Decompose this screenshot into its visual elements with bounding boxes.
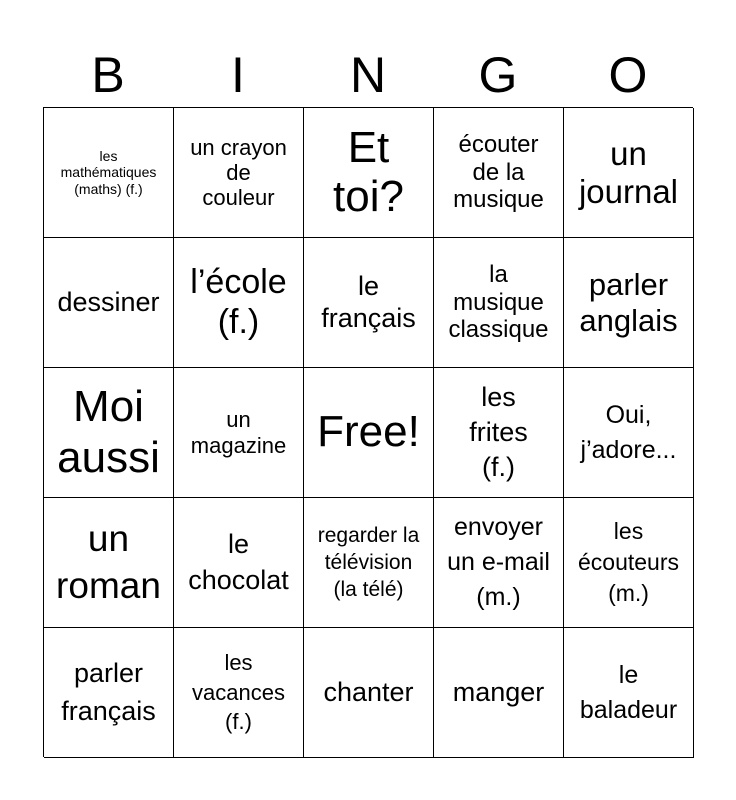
bingo-cell[interactable]: dessiner [44, 238, 174, 368]
bingo-cell[interactable]: parler anglais [564, 238, 694, 368]
bingo-cell[interactable]: parler français [44, 628, 174, 758]
bingo-cell[interactable]: manger [434, 628, 564, 758]
header-letter-g: G [478, 47, 518, 103]
bingo-cell[interactable]: un roman [44, 498, 174, 628]
header-letter-i: I [231, 47, 245, 103]
bingo-cell[interactable]: le français [304, 238, 434, 368]
bingo-cell[interactable]: les mathématiques (maths) (f.) [44, 108, 174, 238]
bingo-cell[interactable]: le chocolat [174, 498, 304, 628]
bingo-cell[interactable]: écouter de la musique [434, 108, 564, 238]
bingo-cell[interactable]: un magazine [174, 368, 304, 498]
header-letter-b: B [91, 47, 125, 103]
bingo-cell[interactable]: le baladeur [564, 628, 694, 758]
bingo-cell[interactable]: Oui, j’adore... [564, 368, 694, 498]
header-letter-n: N [349, 47, 387, 103]
bingo-cell[interactable]: la musique classique [434, 238, 564, 368]
bingo-board [43, 107, 693, 757]
bingo-cell[interactable]: chanter [304, 628, 434, 758]
bingo-cell[interactable]: l’école (f.) [174, 238, 304, 368]
bingo-header [43, 44, 693, 106]
bingo-cell[interactable]: un journal [564, 108, 694, 238]
bingo-cell[interactable]: regarder la télévision (la télé) [304, 498, 434, 628]
bingo-cell[interactable]: envoyer un e-mail (m.) [434, 498, 564, 628]
header-letter-o: O [608, 47, 648, 103]
bingo-cell[interactable]: les vacances (f.) [174, 628, 304, 758]
free-space[interactable]: Free! [304, 368, 434, 498]
bingo-cell[interactable]: les écouteurs (m.) [564, 498, 694, 628]
bingo-cell[interactable]: les frites (f.) [434, 368, 564, 498]
bingo-cell[interactable]: un crayon de couleur [174, 108, 304, 238]
bingo-cell[interactable]: Moi aussi [44, 368, 174, 498]
bingo-cell[interactable]: Et toi? [304, 108, 434, 238]
